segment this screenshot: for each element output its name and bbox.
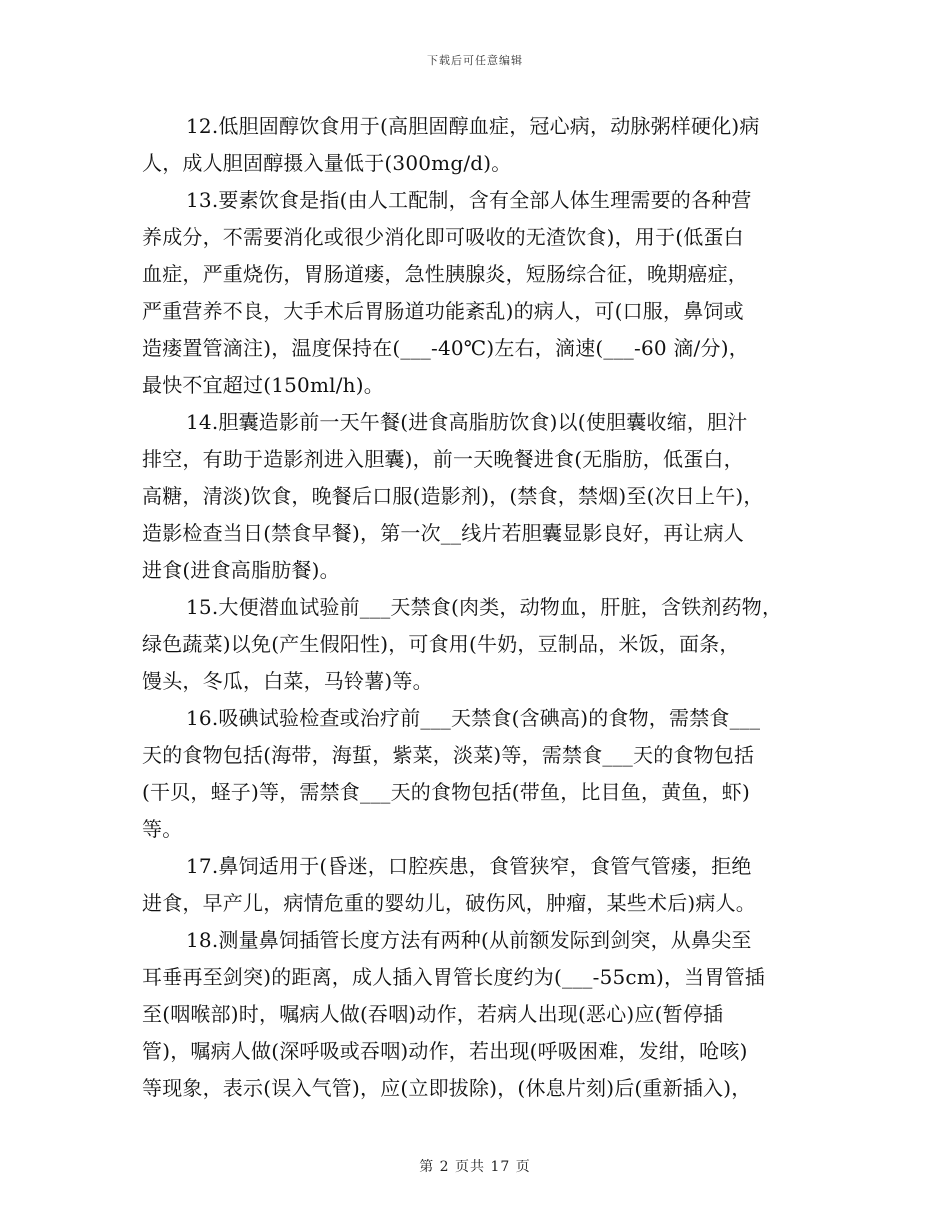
paragraph-line: 天的食物包括(海带，海蜇，紫菜，淡菜)等，需禁食___天的食物包括 <box>142 743 755 767</box>
paragraph-line: 严重营养不良，大手术后胃肠道功能紊乱)的病人，可(口服，鼻饲或 <box>142 299 744 323</box>
paragraph-15 <box>142 589 822 700</box>
paragraph-line: 最快不宜超过(150ml/h)。 <box>142 373 384 397</box>
paragraph-line: 等现象，表示(误入气管)，应(立即拔除)，(休息片刻)后(重新插入)， <box>142 1076 752 1100</box>
paragraph-line: 至(咽喉部)时，嘱病人做(吞咽)动作，若病人出现(恶心)应(暂停插 <box>142 1002 724 1026</box>
paragraph-12 <box>142 108 822 182</box>
paragraph-14 <box>142 404 822 589</box>
page-header: 下载后可任意编辑 <box>427 54 523 67</box>
paragraph-line: 进食，早产儿，病情危重的婴幼儿，破伤风，肿瘤，某些术后)病人。 <box>142 891 757 915</box>
paragraph-18 <box>142 922 822 1107</box>
paragraph-line: 造瘘置管滴注)，温度保持在(___-40℃)左右，滴速(___-60 滴/分)， <box>142 336 749 360</box>
paragraph-line: 14.胆囊造影前一天午餐(进食高脂肪饮食)以(使胆囊收缩，胆汁 <box>186 410 748 434</box>
paragraph-line: 血症，严重烧伤，胃肠道瘘，急性胰腺炎，短肠综合征，晚期癌症， <box>142 262 748 286</box>
paragraph-line: 耳垂再至剑突)的距离，成人插入胃管长度约为(___-55cm)，当胃管插 <box>142 965 765 989</box>
paragraph-16 <box>142 700 822 848</box>
paragraph-line: (干贝，蛏子)等，需禁食___天的食物包括(带鱼，比目鱼，黄鱼，虾) <box>142 780 751 804</box>
paragraph-line: 高糖，清淡)饮食，晚餐后口服(造影剂)，(禁食，禁烟)至(次日上午)， <box>142 484 764 508</box>
paragraph-line: 绿色蔬菜)以免(产生假阳性)，可食用(牛奶，豆制品，米饭，面条， <box>142 632 740 656</box>
paragraph-line: 人，成人胆固醇摄入量低于(300mg/d)。 <box>142 151 512 175</box>
paragraph-line: 进食(进食高脂肪餐)。 <box>142 558 340 582</box>
paragraph-line: 管)，嘱病人做(深呼吸或吞咽)动作，若出现(呼吸困难，发绀，呛咳) <box>142 1039 748 1063</box>
paragraph-line: 17.鼻饲适用于(昏迷，口腔疾患，食管狭窄，食管气管瘘，拒绝 <box>186 854 752 878</box>
paragraph-line: 等。 <box>142 817 183 841</box>
page-footer: 第 2 页共 17 页 <box>419 1159 531 1175</box>
paragraph-17 <box>142 848 822 922</box>
paragraph-line: 16.吸碘试验检查或治疗前___天禁食(含碘高)的食物，需禁食___ <box>186 706 761 730</box>
paragraph-line: 养成分，不需要消化或很少消化即可吸收的无渣饮食)，用于(低蛋白 <box>142 225 744 249</box>
paragraph-line: 造影检查当日(禁食早餐)，第一次__线片若胆囊显影良好，再让病人 <box>142 521 745 545</box>
paragraph-line: 15.大便潜血试验前___天禁食(肉类，动物血，肝脏，含铁剂药物， <box>186 595 783 619</box>
paragraph-13 <box>142 182 822 404</box>
paragraph-line: 馒头，冬瓜，白菜，马铃薯)等。 <box>142 669 433 693</box>
paragraph-line: 12.低胆固醇饮食用于(高胆固醇血症，冠心病，动脉粥样硬化)病 <box>186 114 760 138</box>
document-body <box>142 108 822 1107</box>
paragraph-line: 18.测量鼻饲插管长度方法有两种(从前额发际到剑突，从鼻尖至 <box>186 928 752 952</box>
paragraph-line: 13.要素饮食是指(由人工配制，含有全部人体生理需要的各种营 <box>186 188 752 212</box>
paragraph-line: 排空，有助于造影剂进入胆囊)，前一天晚餐进食(无脂肪，低蛋白， <box>142 447 744 471</box>
